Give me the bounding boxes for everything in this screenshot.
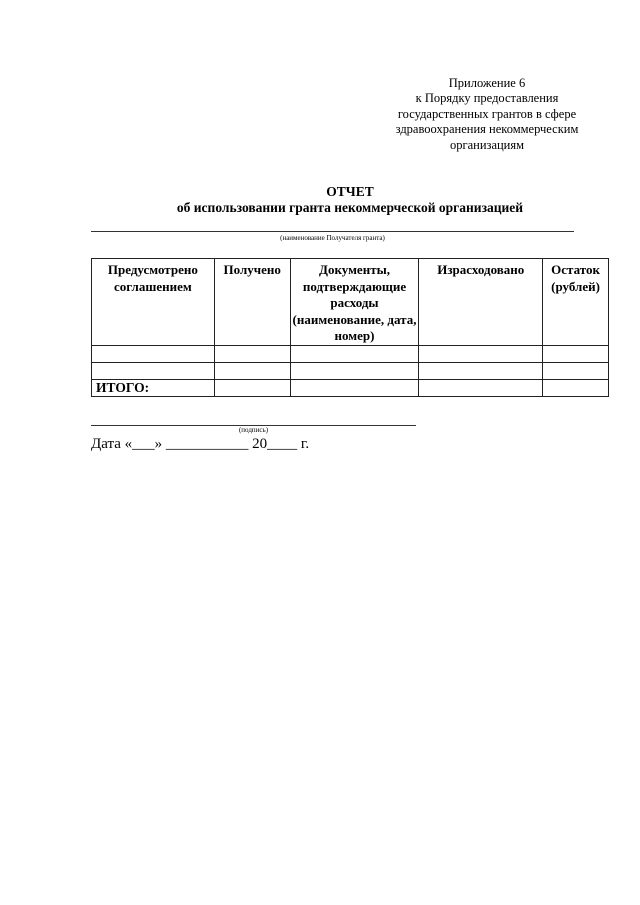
appendix-line: здравоохранения некоммерческим	[395, 122, 579, 137]
total-label: ИТОГО:	[92, 379, 215, 396]
header-balance: Остаток (рублей)	[543, 259, 609, 346]
appendix-line: к Порядку предоставления	[415, 91, 559, 106]
appendix-note	[380, 76, 594, 153]
document-subtitle: об использовании гранта некоммерческой организацией	[176, 200, 524, 215]
document-title: ОТЧЕТ	[326, 184, 374, 199]
signature-caption: (подпись)	[238, 426, 269, 434]
table-header-row	[92, 259, 609, 346]
total-row	[92, 379, 609, 396]
table-row	[92, 345, 609, 362]
appendix-line: организациям	[449, 137, 525, 152]
header-planned: Предусмотрено соглашением	[92, 259, 215, 346]
date-line: Дата «___» ___________ 20____ г.	[91, 436, 310, 452]
header-documents: Документы, подтверждающие расходы (наименование, дата, номер)	[290, 259, 419, 346]
recipient-name-line	[91, 231, 574, 232]
table-row	[92, 362, 609, 379]
appendix-line: Приложение 6	[448, 76, 526, 90]
report-table	[91, 258, 609, 397]
header-spent: Израсходовано	[419, 259, 543, 346]
appendix-line: государственных грантов в сфере	[397, 106, 577, 121]
header-received: Получено	[214, 259, 290, 346]
recipient-caption: (наименование Получателя гранта)	[280, 234, 385, 242]
